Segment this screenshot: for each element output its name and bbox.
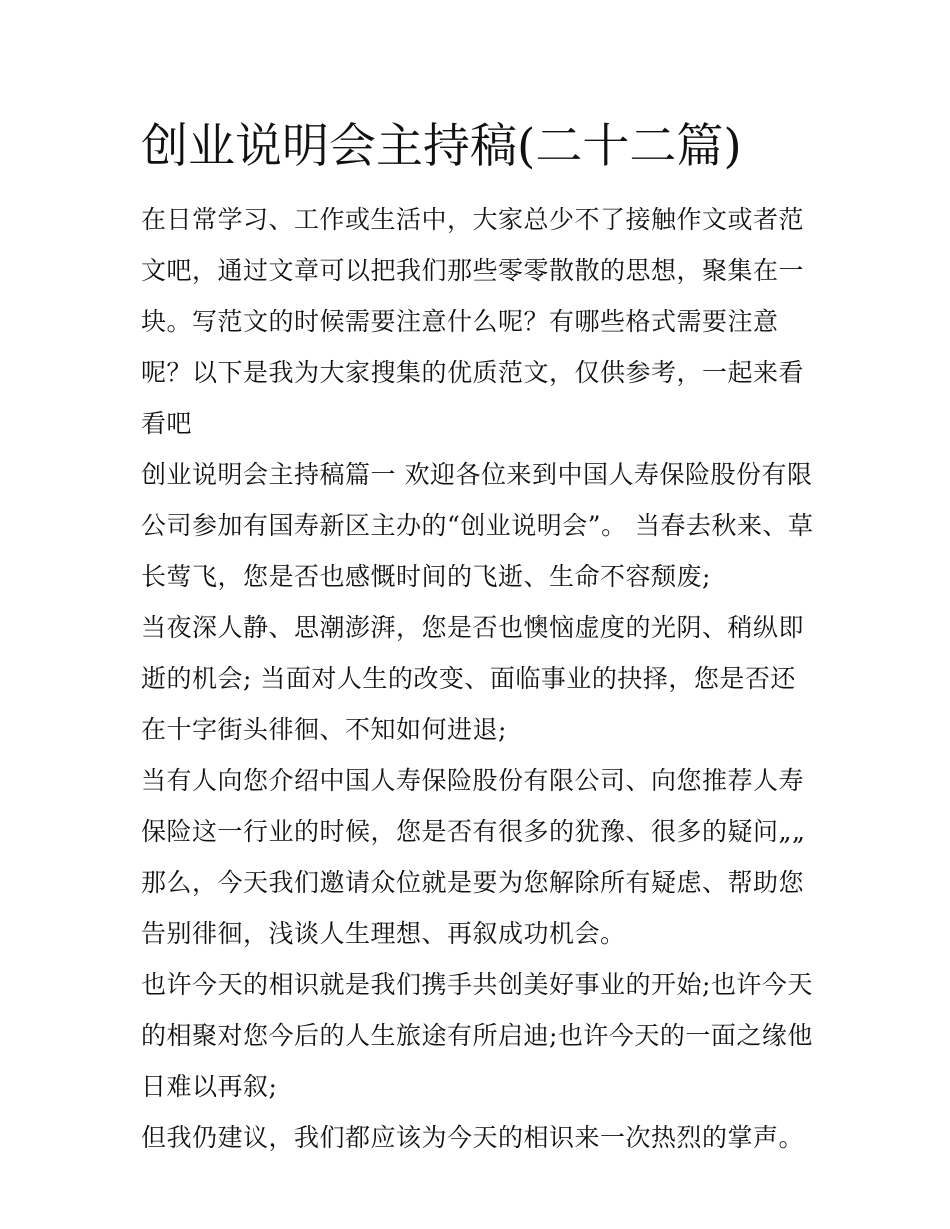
- paragraph-applause: 但我仍建议，我们都应该为今天的相识来一次热烈的掌声。: [141, 1123, 805, 1152]
- paragraph-invitation: 那么，今天我们邀请众位就是要为您解除所有疑虑、帮助您告别徘徊，浅谈人生理想、再叙成功机会。: [141, 868, 805, 948]
- document-body: [141, 194, 821, 1163]
- paragraph-night: 当夜深人静、思潮澎湃，您是否也懊恼虚度的光阴、稍纵即逝的机会; 当面对人生的改变、面临事业的抉择，您是否还在十字街头徘徊、不知如何进退;: [141, 613, 805, 744]
- document-title: 创业说明会主持稿(二十二篇): [141, 119, 742, 174]
- paragraph-meeting: 也许今天的相识就是我们携手共创美好事业的开始;也许今天的相聚对您今后的人生旅途有所启迪;也许今天的一面之缘他日难以再叙;: [141, 970, 813, 1101]
- paragraph-intro: 在日常学习、工作或生活中，大家总少不了接触作文或者范文吧，通过文章可以把我们那些零零散散的思想，聚集在一块。写范文的时候需要注意什么呢？有哪些格式需要注意呢？以下是我为大家搜集的优质范文，仅供参考，一起来看看吧: [141, 205, 805, 438]
- document-content: [141, 108, 821, 1163]
- paragraph-welcome: 创业说明会主持稿篇一 欢迎各位来到中国人寿保险股份有限公司参加有国寿新区主办的“创业说明会”。 当春去秋来、草长莺飞，您是否也感慨时间的飞逝、生命不容颓废;: [141, 460, 814, 591]
- paragraph-introduction-company: 当有人向您介绍中国人寿保险股份有限公司、向您推荐人寿保险这一行业的时候，您是否有很多的犹豫、很多的疑问„„: [141, 766, 806, 846]
